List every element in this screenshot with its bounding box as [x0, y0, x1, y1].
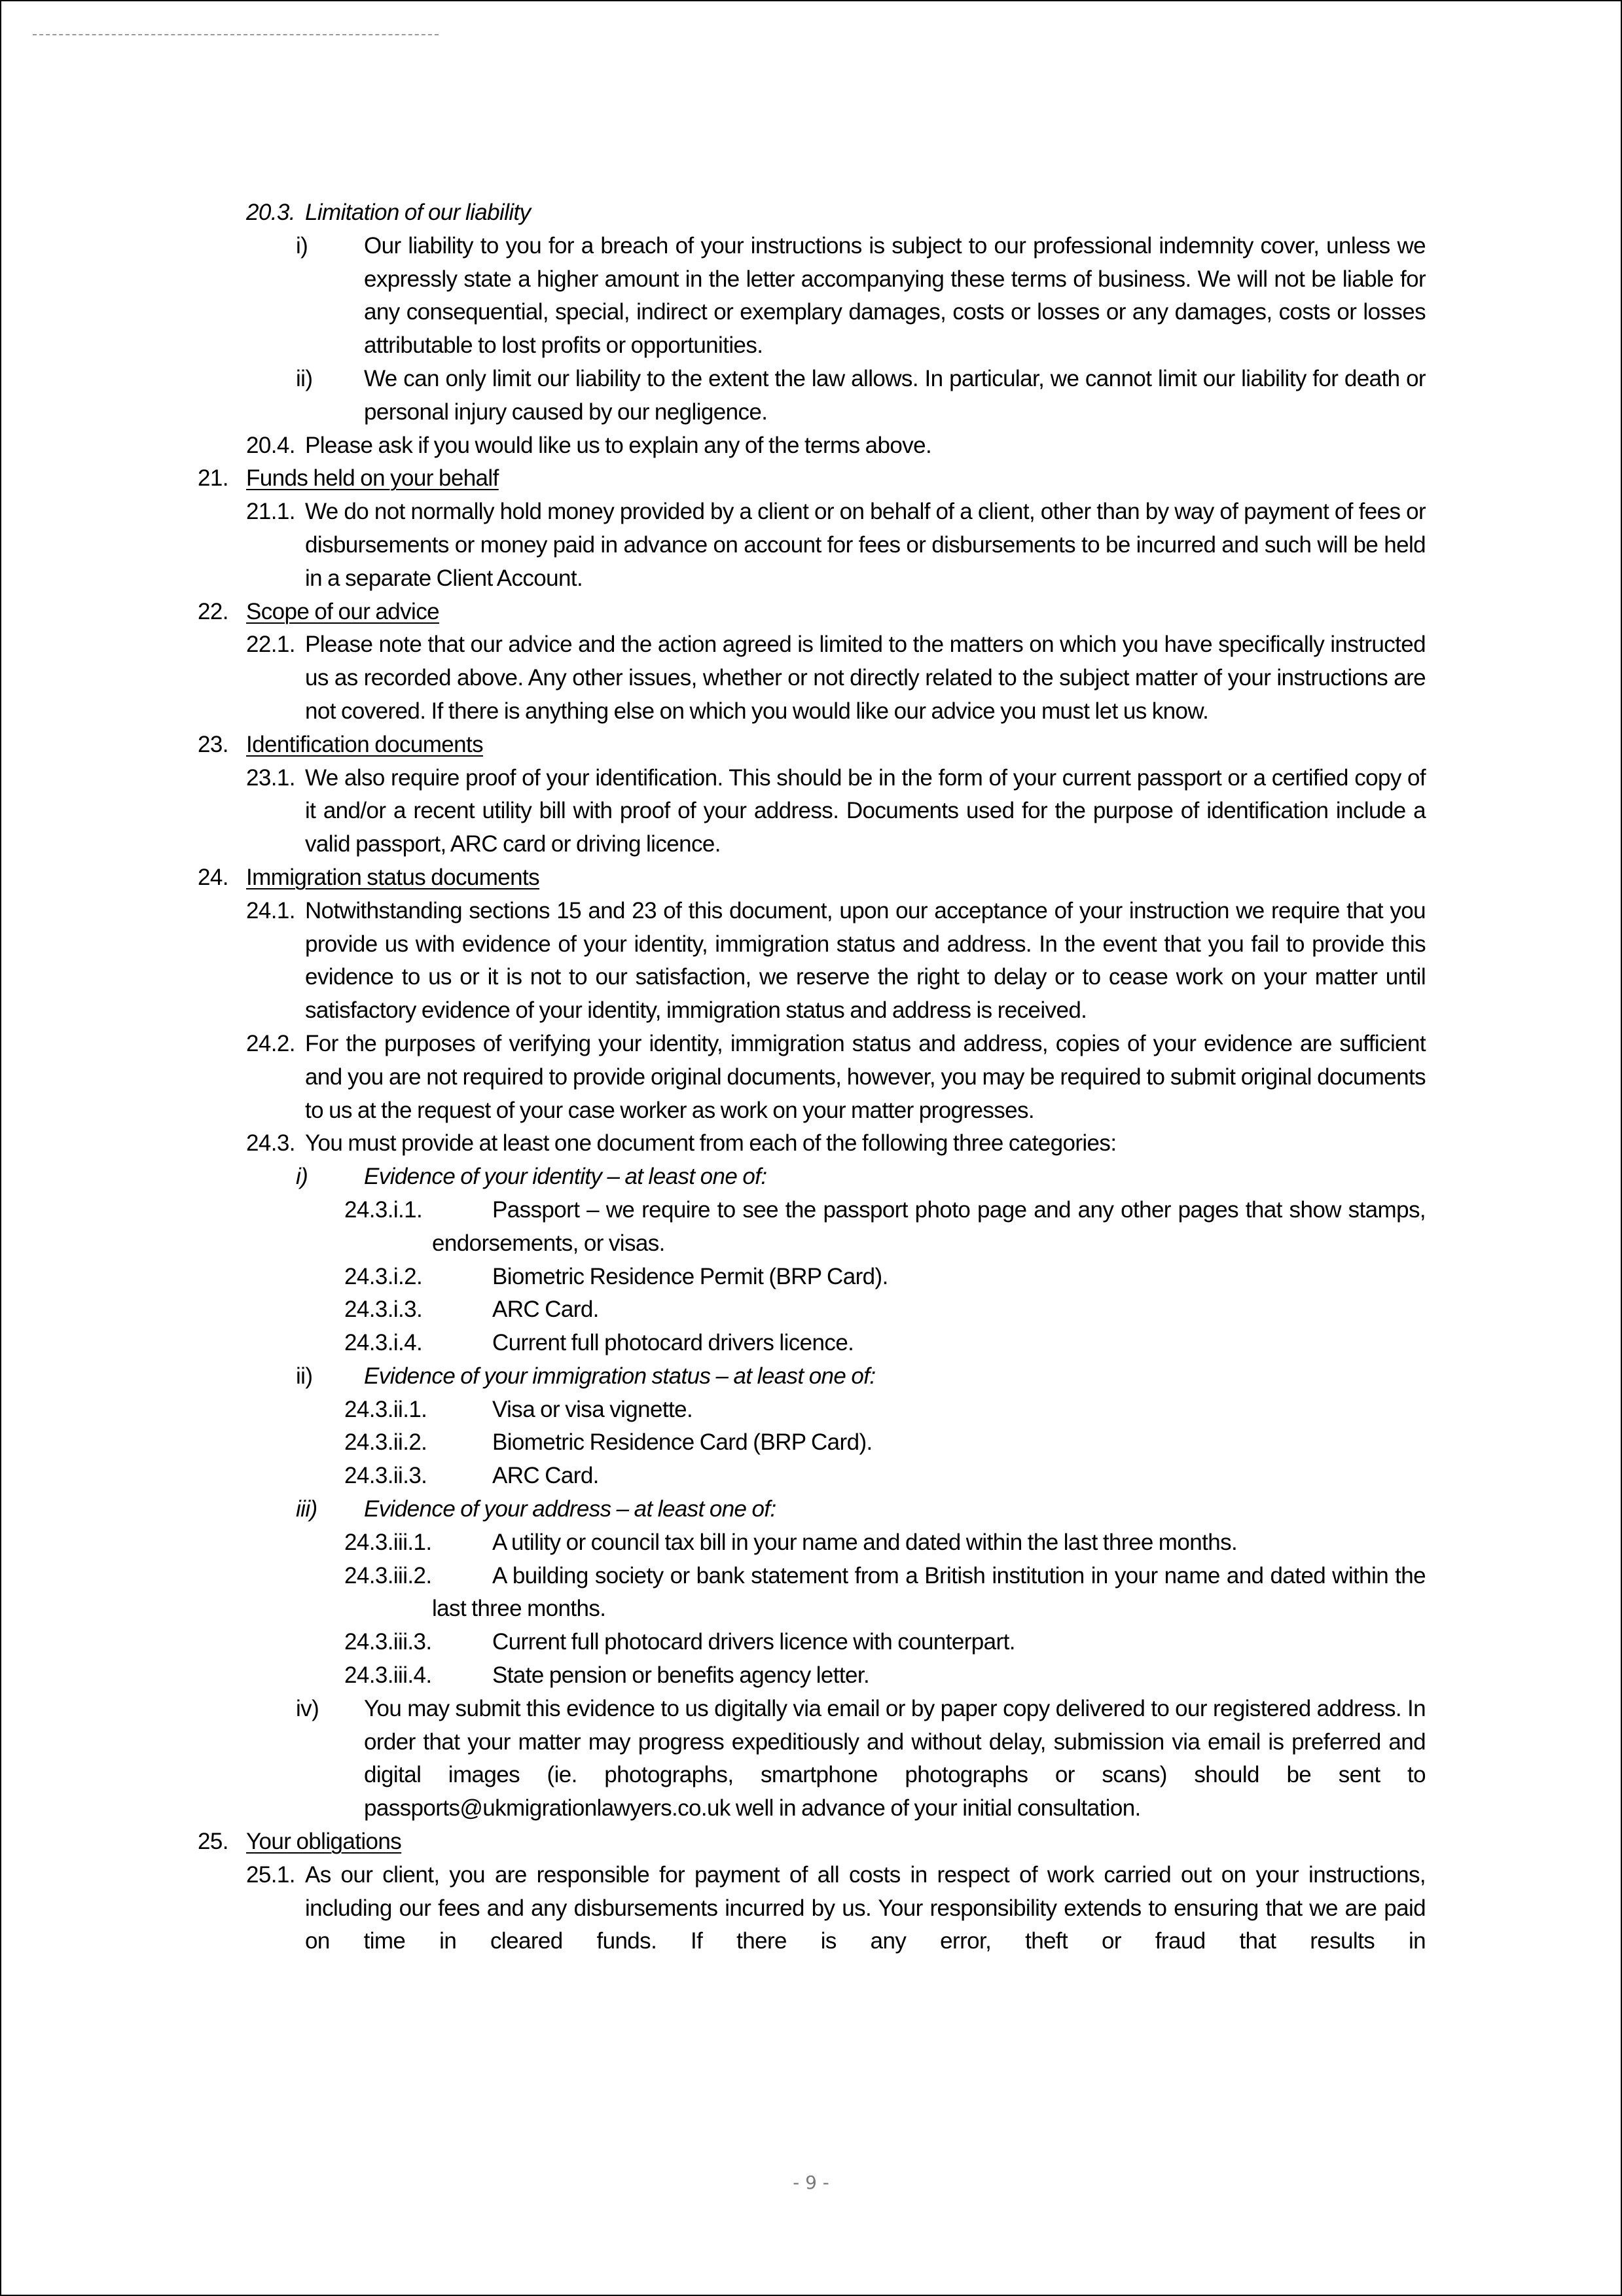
clause-text: Current full photocard drivers licence with counterpart. — [492, 1629, 1015, 1655]
clause-text: ARC Card. — [492, 1463, 599, 1489]
clause-text: Current full photocard drivers licence. — [492, 1330, 854, 1356]
document-body — [198, 196, 1426, 1958]
section-title: Funds held on your behalf — [246, 465, 499, 492]
clause-24-3-ii-2 — [198, 1426, 1426, 1460]
clause-24-1 — [198, 895, 1426, 1028]
section-title: Your obligations — [246, 1829, 402, 1855]
clause-number: 24.1. — [246, 897, 295, 924]
clause-number: iv) — [296, 1695, 319, 1721]
clause-number: 24.3.ii.1. — [344, 1396, 427, 1422]
clause-text: As our client, you are responsible for payment of all costs in respect of work carried out on your instructions, including our fees and any disbursements incurred by us. Your responsibility extends to ensuring that we are paid on time in cleared funds. If there is any error, theft or fraud that results in — [305, 1861, 1426, 1954]
clause-text: You must provide at least one document from each of the following three categories: — [305, 1130, 1117, 1157]
clause-24-3-ii-1 — [198, 1393, 1426, 1427]
clause-24-3-iii-4 — [198, 1659, 1426, 1693]
category-title: Evidence of your identity – at least one of: — [364, 1164, 767, 1190]
clause-number: iii) — [296, 1496, 317, 1522]
clause-text: Notwithstanding sections 15 and 23 of this document, upon our acceptance of your instruction we require that you provide us with evidence of your identity, immigration status and address. In the event that you fail to provide this evidence to us or it is not to our satisfaction, we reserve the right to delay or to cease work on your matter until satisfactory evidence of your identity, immigration status and address is received. — [305, 897, 1426, 1024]
clause-number: 24.3.iii.1. — [344, 1529, 432, 1555]
clause-24-3-iii — [198, 1493, 1426, 1526]
clause-text: Our liability to you for a breach of your instructions is subject to our professional indemnity cover, unless we expressly state a higher amount in the letter accompanying these terms of business. We will not be liable for any consequential, special, indirect or exemplary damages, costs or losses or any damages, costs or losses attributable to lost profits or opportunities. — [364, 232, 1426, 359]
category-title: Evidence of your address – at least one of: — [364, 1496, 776, 1522]
section-25-heading — [198, 1825, 1426, 1859]
section-title: Immigration status documents — [246, 864, 540, 890]
section-21-heading — [198, 462, 1426, 495]
clause-24-3-iii-2 — [198, 1560, 1426, 1626]
section-number: 21. — [198, 465, 228, 492]
clause-number: i) — [296, 1164, 308, 1190]
clause-number: ii) — [296, 1363, 313, 1389]
clause-text: Biometric Residence Permit (BRP Card). — [492, 1263, 888, 1289]
section-title: Scope of our advice — [246, 598, 439, 624]
clause-22-1 — [198, 628, 1426, 728]
clause-number: 24.3.iii.4. — [344, 1662, 432, 1689]
clause-24-3-ii-3 — [198, 1460, 1426, 1493]
category-title: Evidence of your immigration status – at least one of: — [364, 1363, 876, 1389]
section-22-heading — [198, 596, 1426, 629]
header-dashed-rule — [33, 34, 439, 35]
clause-24-3-ii — [198, 1360, 1426, 1393]
clause-number: 24.3.ii.2. — [344, 1429, 427, 1456]
clause-21-1 — [198, 495, 1426, 595]
clause-20-3-ii — [198, 363, 1426, 429]
clause-number: 24.3.i.4. — [344, 1330, 423, 1356]
page-number: - 9 - — [793, 2172, 829, 2193]
clause-text: A utility or council tax bill in your name and dated within the last three months. — [492, 1529, 1238, 1555]
clause-text: We can only limit our liability to the extent the law allows. In particular, we cannot limit our liability for death or personal injury caused by our negligence. — [364, 365, 1426, 425]
clause-text: You may submit this evidence to us digitally via email or by paper copy delivered to our registered address. In order that your matter may progress expeditiously and without delay, submission via email is preferred and digital images (ie. photographs, smartphone photographs or scans) should be sent to passports@ukmigrationlawyers.co.uk well in advance of your initial consultation. — [364, 1695, 1426, 1821]
clause-24-3-i-1 — [198, 1194, 1426, 1261]
clause-text: ARC Card. — [492, 1297, 599, 1323]
clause-text: We do not normally hold money provided by a client or on behalf of a client, other than by way of payment of fees or disbursements or money paid in advance on account for fees or disbursements to be incurred and such will be held in a separate Client Account. — [305, 499, 1426, 591]
clause-number: 23.1. — [246, 764, 295, 791]
section-number: 23. — [198, 731, 228, 757]
section-number: 24. — [198, 864, 228, 890]
clause-24-3-i-4 — [198, 1327, 1426, 1360]
clause-text: A building society or bank statement from a British institution in your name and dated within the last three months. — [432, 1562, 1426, 1622]
section-23-heading — [198, 728, 1426, 762]
section-number: 22. — [198, 598, 228, 624]
clause-number: 24.3.i.1. — [344, 1196, 423, 1223]
clause-text: Please ask if you would like us to explain any of the terms above. — [305, 432, 932, 458]
clause-20-4 — [198, 429, 1426, 463]
clause-24-3-i-2 — [198, 1261, 1426, 1294]
clause-24-3-i — [198, 1160, 1426, 1194]
clause-24-2 — [198, 1028, 1426, 1127]
clause-text: Please note that our advice and the action agreed is limited to the matters on which you have specifically instructed us as recorded above. Any other issues, whether or not directly related to the subject matter of your instructions are not covered. If there is anything else on which you would like our advice you must let us know. — [305, 632, 1426, 724]
clause-20-3-i — [198, 230, 1426, 363]
clause-24-3 — [198, 1127, 1426, 1160]
clause-number: 24.3.iii.3. — [344, 1629, 432, 1655]
clause-text: For the purposes of verifying your identity, immigration status and address, copies of your evidence are sufficient and you are not required to provide original documents, however, you may be required to submit original documents to us at the request of your case worker as work on your matter progresses. — [305, 1030, 1426, 1123]
clause-number: 25.1. — [246, 1861, 295, 1888]
clause-25-1 — [198, 1859, 1426, 1958]
clause-text: Visa or visa vignette. — [492, 1396, 693, 1422]
clause-number: 20.4. — [246, 432, 295, 458]
section-title: Identification documents — [246, 731, 484, 757]
clause-number: 22.1. — [246, 632, 295, 658]
clause-number: 24.3. — [246, 1130, 295, 1157]
clause-number: ii) — [296, 365, 313, 391]
clause-23-1 — [198, 762, 1426, 861]
clause-24-3-i-3 — [198, 1293, 1426, 1327]
clause-number: 24.3.iii.2. — [344, 1562, 432, 1588]
clause-title: Limitation of our liability — [305, 200, 531, 225]
clause-text: We also require proof of your identification. This should be in the form of your current passport or a certified copy of it and/or a recent utility bill with proof of your address. Documents used for the purpose of identification include a valid passport, ARC card or driving licence. — [305, 764, 1426, 857]
clause-20-3-heading — [198, 196, 1426, 230]
clause-number: 20.3. — [246, 200, 295, 225]
clause-number: 21.1. — [246, 499, 295, 525]
clause-number: 24.2. — [246, 1030, 295, 1056]
clause-text: Biometric Residence Card (BRP Card). — [492, 1429, 873, 1456]
section-number: 25. — [198, 1829, 228, 1855]
clause-text: State pension or benefits agency letter. — [492, 1662, 870, 1689]
clause-number: 24.3.ii.3. — [344, 1463, 427, 1489]
clause-number: i) — [296, 232, 308, 259]
clause-number: 24.3.i.2. — [344, 1263, 423, 1289]
section-24-heading — [198, 861, 1426, 895]
clause-24-3-iii-1 — [198, 1526, 1426, 1560]
clause-24-3-iv — [198, 1693, 1426, 1825]
clause-24-3-iii-3 — [198, 1626, 1426, 1659]
clause-text: Passport – we require to see the passport photo page and any other pages that show stamps, endorsements, or visas. — [432, 1196, 1426, 1256]
clause-number: 24.3.i.3. — [344, 1297, 423, 1323]
